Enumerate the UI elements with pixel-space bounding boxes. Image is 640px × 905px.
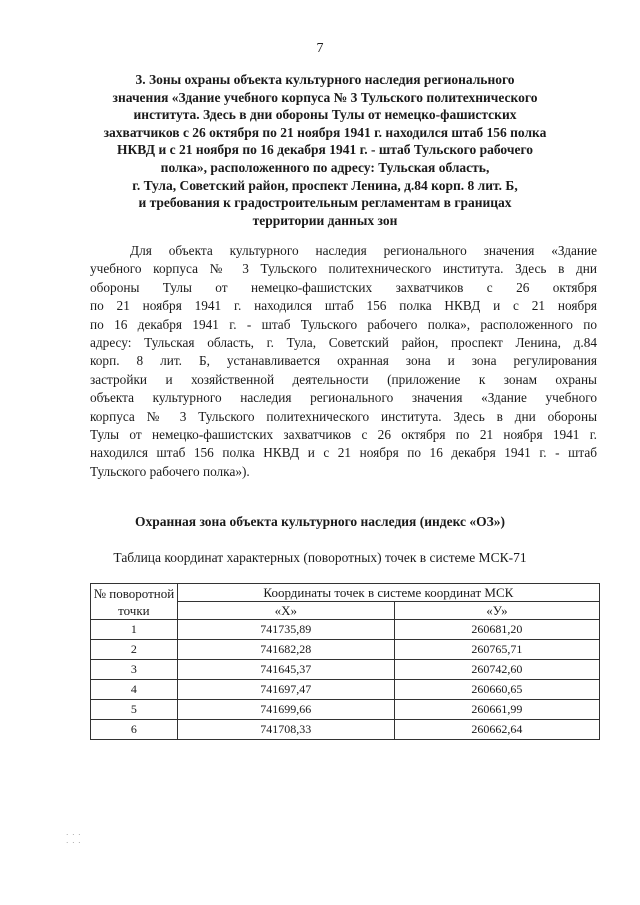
coordinates-table xyxy=(90,583,600,740)
table-row xyxy=(91,680,600,700)
section-title-line: территории данных зон xyxy=(252,212,398,228)
table-row xyxy=(91,660,600,680)
x-cell: 741645,37 xyxy=(177,660,394,680)
y-cell: 260660,65 xyxy=(394,680,599,700)
x-cell: 741708,33 xyxy=(177,720,394,740)
table-row xyxy=(91,700,600,720)
section-title-line: г. Тула, Советский район, проспект Ленина, д.84 корп. 8 лит. Б, xyxy=(132,177,518,193)
body-line: находился штаб 156 полка НКВД и с 21 ноября по 16 декабря 1941 г. - штаб xyxy=(90,445,597,461)
section-title-line: 3. Зоны охраны объекта культурного наследия регионального xyxy=(135,72,515,87)
x-cell: 741697,47 xyxy=(177,680,394,700)
body-line: по 16 декабря 1941 г. - штаб Тульского рабочего полка», расположенного по xyxy=(90,316,597,332)
zone-title: Охранная зона объекта культурного наследия (индекс «ОЗ») xyxy=(134,514,506,529)
header-y: «У» xyxy=(394,602,599,620)
body-line: корп. 8 лит. Б, устанавливается охранная зона и зона регулирования xyxy=(90,353,597,369)
point-number-cell: 6 xyxy=(91,720,178,740)
body-line: по 21 ноября 1941 г. находился штаб 156 полка НКВД и с 21 ноября xyxy=(90,298,597,314)
table-row xyxy=(91,640,600,660)
y-cell: 260661,99 xyxy=(394,700,599,720)
x-cell: 741682,28 xyxy=(177,640,394,660)
section-title xyxy=(70,71,580,229)
y-cell: 260742,60 xyxy=(394,660,599,680)
section-title-line: значения «Здание учебного корпуса № 3 Тульского политехнического xyxy=(112,89,538,105)
scan-artifact-dots: · · · · · · xyxy=(66,831,82,847)
body-line: учебного корпуса № 3 Тульского политехнического института. Здесь в дни xyxy=(90,261,597,277)
section-title-line: полка», расположенного по адресу: Тульская область, xyxy=(160,159,490,175)
table-header-row xyxy=(91,584,600,602)
body-line: адресу: Тульская область, г. Тула, Советский район, проспект Ленина, д.84 xyxy=(90,335,597,351)
body-line: Тульского рабочего полка»). xyxy=(90,463,250,479)
page-number: 7 xyxy=(316,41,324,56)
section-title-line: НКВД и с 21 ноября по 16 декабря 1941 г. - штаб Тульского рабочего xyxy=(117,142,533,158)
body-line: обороны Тулы от немецко-фашистских захватчиков с 26 октября xyxy=(90,279,597,295)
header-coordinates: Координаты точек в системе координат МСК xyxy=(177,584,599,602)
point-number-cell: 4 xyxy=(91,680,178,700)
table-caption: Таблица координат характерных (поворотных) точек в системе МСК-71 xyxy=(113,550,527,565)
x-cell: 741735,89 xyxy=(177,620,394,640)
header-x: «Х» xyxy=(177,602,394,620)
body-paragraph xyxy=(90,242,597,481)
y-cell: 260662,64 xyxy=(394,720,599,740)
body-line: объекта культурного наследия регионального значения «Здание учебного xyxy=(90,390,597,406)
point-number-cell: 2 xyxy=(91,640,178,660)
point-number-cell: 5 xyxy=(91,700,178,720)
table-row xyxy=(91,720,600,740)
body-line: Тулы от немецко-фашистских захватчиков с 26 октября по 21 ноября 1941 г. xyxy=(90,427,597,443)
section-title-line: и требования к градостроительным регламентам в границах xyxy=(138,195,512,211)
body-line: застройки и хозяйственной деятельности (приложение к зонам охраны xyxy=(90,371,597,387)
table-row xyxy=(91,620,600,640)
x-cell: 741699,66 xyxy=(177,700,394,720)
section-title-line: захватчиков с 26 октября по 21 ноября 1941 г. находился штаб 156 полка xyxy=(103,124,547,140)
section-title-line: института. Здесь в дни обороны Тулы от немецко-фашистских xyxy=(133,107,517,123)
y-cell: 260681,20 xyxy=(394,620,599,640)
body-line: корпуса № 3 Тульского политехнического института. Здесь в дни обороны xyxy=(90,408,597,424)
body-line: Для объекта культурного наследия регионального значения «Здание xyxy=(130,243,597,258)
point-number-cell: 1 xyxy=(91,620,178,640)
header-point-number: № поворотной точки xyxy=(91,584,178,620)
point-number-cell: 3 xyxy=(91,660,178,680)
y-cell: 260765,71 xyxy=(394,640,599,660)
